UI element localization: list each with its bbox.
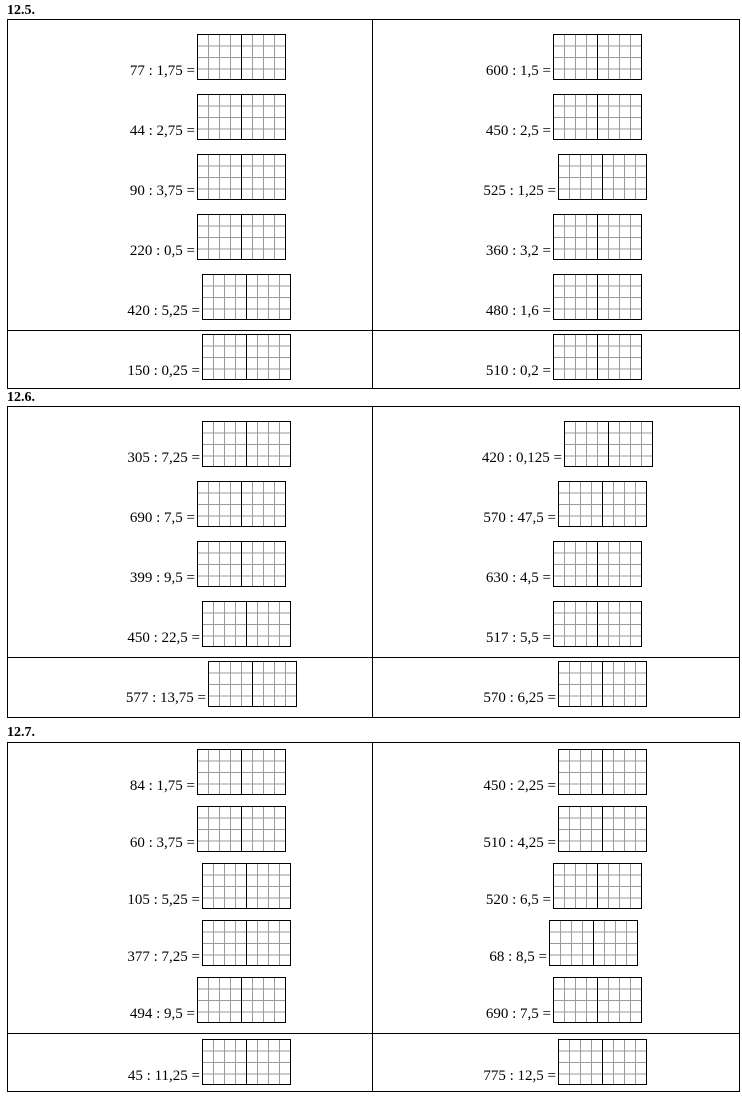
answer-grid[interactable]: [202, 334, 291, 380]
problem-12-7-l3: [127, 863, 291, 909]
answer-grid[interactable]: [553, 541, 642, 587]
problem-expression: 77 : 1,75 =: [129, 63, 195, 79]
answer-grid[interactable]: [558, 661, 647, 707]
answer-grid[interactable]: [558, 806, 647, 852]
problem-expression: 450 : 2,25 =: [483, 778, 556, 794]
problem-expression: 517 : 5,5 =: [485, 630, 551, 646]
answer-grid[interactable]: [553, 214, 642, 260]
problem-12-5-r3: [483, 154, 647, 200]
answer-grid[interactable]: [208, 661, 297, 707]
answer-grid[interactable]: [558, 481, 647, 527]
problem-expression: 480 : 1,6 =: [485, 303, 551, 319]
problem-expression: 450 : 2,5 =: [485, 123, 551, 139]
problem-expression: 84 : 1,75 =: [129, 778, 195, 794]
problem-expression: 360 : 3,2 =: [485, 243, 551, 259]
row-separator: [8, 657, 739, 658]
problem-12-5-r2: [486, 94, 642, 140]
problem-12-6-r3: [486, 541, 642, 587]
column-divider: [372, 20, 373, 388]
problem-12-6-l3: [130, 541, 286, 587]
problem-12-5-l2: [130, 94, 286, 140]
problem-12-5-l3: [130, 154, 286, 200]
problem-12-5-l1: [130, 34, 286, 80]
problem-12-6-l4: [127, 601, 291, 647]
problem-12-6-r4: [486, 601, 642, 647]
answer-grid[interactable]: [197, 541, 286, 587]
problem-12-6-r2: [483, 481, 647, 527]
problem-expression: 68 : 8,5 =: [489, 949, 547, 965]
problem-expression: 570 : 6,25 =: [483, 690, 556, 706]
problem-12-7-r6: [483, 1039, 647, 1085]
section-title-12-7: 12.7.: [7, 725, 35, 740]
problem-expression: 520 : 6,5 =: [485, 892, 551, 908]
problem-expression: 305 : 7,25 =: [127, 450, 200, 466]
problem-12-5-r5: [486, 274, 642, 320]
problem-expression: 150 : 0,25 =: [127, 363, 200, 379]
problem-12-7-r1: [483, 749, 647, 795]
exercise-box-12-7: [7, 742, 740, 1092]
answer-grid[interactable]: [197, 94, 286, 140]
column-divider: [372, 743, 373, 1091]
problem-12-7-r5: [486, 977, 642, 1023]
answer-grid[interactable]: [197, 214, 286, 260]
answer-grid[interactable]: [197, 34, 286, 80]
problem-12-5-l6: [127, 334, 291, 380]
answer-grid[interactable]: [553, 34, 642, 80]
column-divider: [372, 407, 373, 717]
problem-12-6-r1: [482, 421, 653, 467]
problem-12-5-r4: [486, 214, 642, 260]
answer-grid[interactable]: [202, 601, 291, 647]
problem-expression: 377 : 7,25 =: [127, 949, 200, 965]
problem-12-7-r3: [486, 863, 642, 909]
answer-grid[interactable]: [197, 806, 286, 852]
problem-12-7-l5: [130, 977, 286, 1023]
problem-12-5-l4: [130, 214, 286, 260]
problem-expression: 570 : 47,5 =: [483, 510, 556, 526]
answer-grid[interactable]: [202, 1039, 291, 1085]
problem-12-6-l2: [130, 481, 286, 527]
problem-expression: 450 : 22,5 =: [127, 630, 200, 646]
answer-grid[interactable]: [202, 274, 291, 320]
problem-12-6-r5: [483, 661, 647, 707]
answer-grid[interactable]: [558, 154, 647, 200]
problem-12-7-l2: [130, 806, 286, 852]
problem-expression: 90 : 3,75 =: [129, 183, 195, 199]
section-title-12-5: 12.5.: [7, 3, 35, 18]
answer-grid[interactable]: [553, 94, 642, 140]
problem-12-7-r4: [489, 920, 638, 966]
answer-grid[interactable]: [202, 920, 291, 966]
answer-grid[interactable]: [197, 481, 286, 527]
problem-expression: 44 : 2,75 =: [129, 123, 195, 139]
problem-12-7-l1: [130, 749, 286, 795]
row-separator: [8, 1033, 739, 1034]
exercise-box-12-6: [7, 406, 740, 718]
answer-grid[interactable]: [553, 274, 642, 320]
problem-12-7-l4: [127, 920, 291, 966]
problem-expression: 577 : 13,75 =: [125, 690, 206, 706]
problem-12-6-l5: [126, 661, 297, 707]
problem-12-7-r2: [483, 806, 647, 852]
problem-12-5-r1: [486, 34, 642, 80]
problem-12-7-l6: [128, 1039, 291, 1085]
problem-expression: 600 : 1,5 =: [485, 63, 551, 79]
answer-grid[interactable]: [564, 421, 653, 467]
problem-12-5-l5: [127, 274, 291, 320]
problem-expression: 60 : 3,75 =: [129, 835, 195, 851]
answer-grid[interactable]: [197, 977, 286, 1023]
answer-grid[interactable]: [553, 334, 642, 380]
problem-expression: 420 : 5,25 =: [127, 303, 200, 319]
problem-expression: 690 : 7,5 =: [485, 1006, 551, 1022]
problem-expression: 510 : 0,2 =: [485, 363, 551, 379]
answer-grid[interactable]: [558, 749, 647, 795]
problem-expression: 220 : 0,5 =: [129, 243, 195, 259]
answer-grid[interactable]: [558, 1039, 647, 1085]
answer-grid[interactable]: [549, 920, 638, 966]
problem-expression: 630 : 4,5 =: [485, 570, 551, 586]
problem-expression: 399 : 9,5 =: [129, 570, 195, 586]
problem-12-6-l1: [127, 421, 291, 467]
exercise-box-12-5: [7, 19, 740, 389]
section-title-12-6: 12.6.: [7, 390, 35, 405]
answer-grid[interactable]: [553, 977, 642, 1023]
answer-grid[interactable]: [202, 863, 291, 909]
problem-expression: 420 : 0,125 =: [481, 450, 562, 466]
problem-expression: 494 : 9,5 =: [129, 1006, 195, 1022]
problem-12-5-r6: [486, 334, 642, 380]
problem-expression: 45 : 11,25 =: [127, 1068, 200, 1084]
problem-expression: 525 : 1,25 =: [483, 183, 556, 199]
problem-expression: 510 : 4,25 =: [483, 835, 556, 851]
problem-expression: 105 : 5,25 =: [127, 892, 200, 908]
answer-grid[interactable]: [197, 154, 286, 200]
problem-expression: 690 : 7,5 =: [129, 510, 195, 526]
answer-grid[interactable]: [553, 601, 642, 647]
answer-grid[interactable]: [197, 749, 286, 795]
answer-grid[interactable]: [202, 421, 291, 467]
row-separator: [8, 330, 739, 331]
answer-grid[interactable]: [553, 863, 642, 909]
problem-expression: 775 : 12,5 =: [483, 1068, 556, 1084]
